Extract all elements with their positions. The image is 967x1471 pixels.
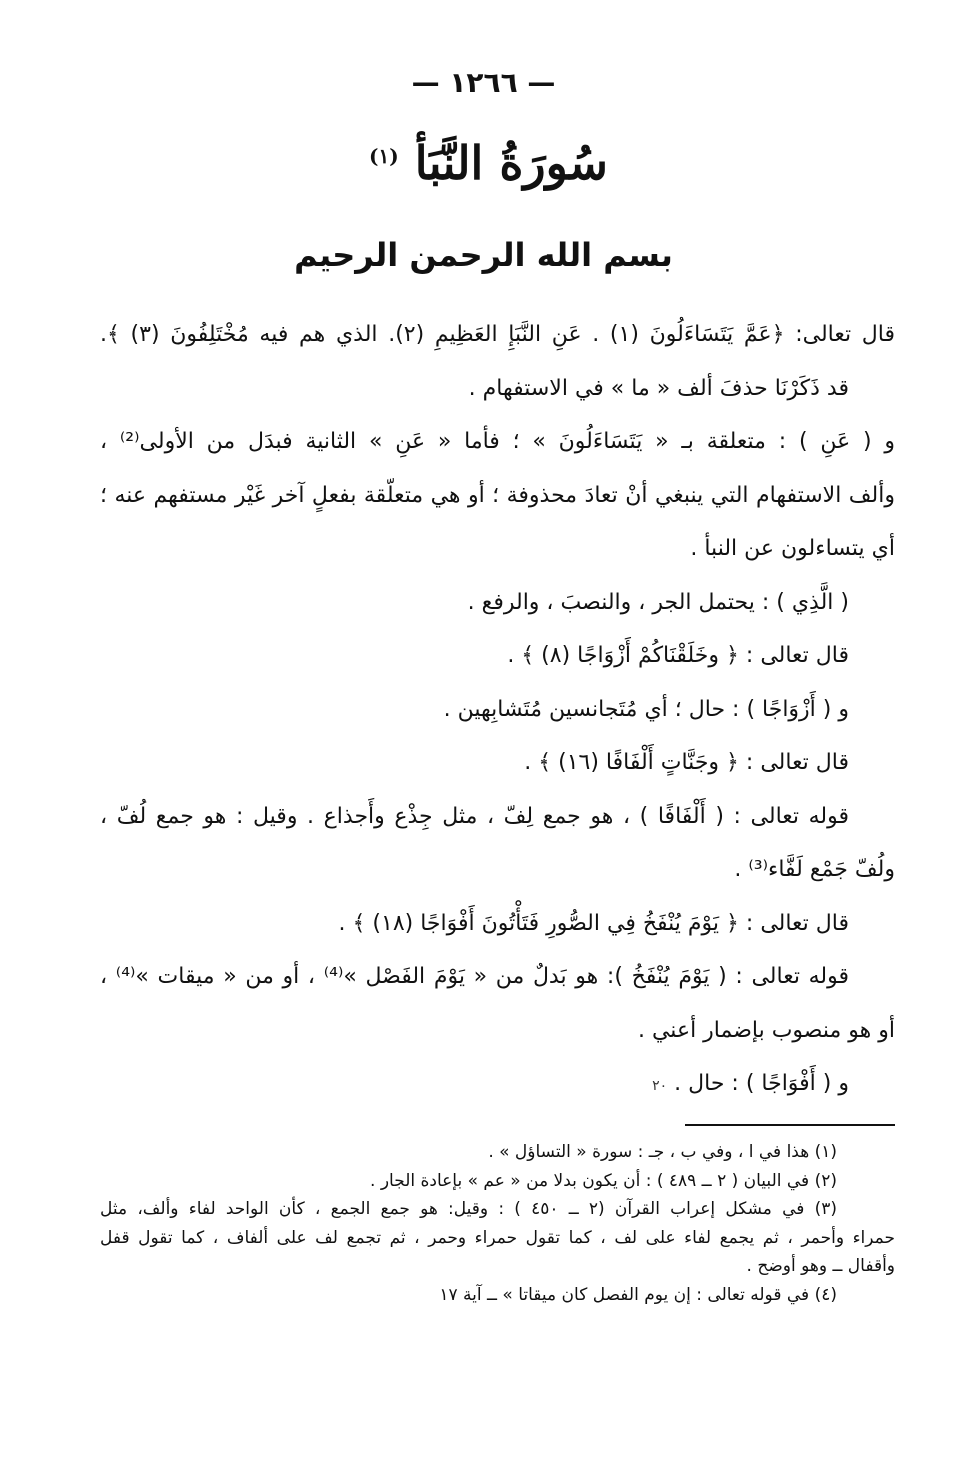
text-line: قال تعالى : ﴿ وجَنَّاتٍ أَلْفَافًا (١٦) ﴾ . — [524, 750, 849, 775]
footnote-line: وأقفال ــ وهو أوضح . — [746, 1256, 895, 1276]
text-line-with-note — [100, 1057, 895, 1111]
footnotes — [100, 1138, 895, 1309]
marginal-note: ٢٠ — [652, 1078, 668, 1094]
text-line: قال تعالى : ﴿ يَوْمَ يُنْفَخُ فِي الصُّورِ فَتَأْتُونَ أَفْوَاجًا (١٨) ﴾ . — [338, 910, 849, 936]
text-line: قال تعالى : ﴿ وخَلَقْنَاكُمْ أَزْوَاجًا (٨) ﴾ . — [507, 643, 849, 668]
footnote-line: (٣) في مشكل إعراب القرآن (٢ ــ ٤٥٠ ) : وقيل: هو جمع الجمع ، كأن الواحد لفاء وألف، مثل — [100, 1199, 837, 1219]
footnote-line: (١) هذا في ا ، وفي ب ، جـ : سورة « التساؤل » . — [488, 1142, 837, 1162]
basmala: بسم الله الرحمن الرحيم — [294, 236, 673, 274]
text-line: و ( أَزْوَاجًا ) : حال ؛ أي مُتَجانسين مُتَشابِهين . — [443, 696, 849, 722]
footnote-divider — [685, 1124, 895, 1126]
text-line: قوله تعالى : ( أَلْفَافًا ) ، هو جمع لِفّ ، مثل جِذْع وأَجذاع . وقيل : هو جمع لُفّ ، — [100, 803, 849, 829]
surah-title — [0, 136, 967, 190]
text-line: ( الَّذِي ) : يحتمل الجر ، والنصبَ ، والرفع . — [467, 589, 849, 615]
text-line: قوله تعالى : ( يَوْمَ يُنْفَخُ ): هو بَدلٌ من « يَوْمَ الفَصْل »⁽⁴⁾ ، أو من « ميقات »⁽⁴⁾ ، — [100, 964, 849, 989]
text-line: أو هو منصوب بإضمار أعني . — [637, 1017, 895, 1043]
footnote-line: (٢) في البيان ( ٢ ــ ٤٨٩ ) : أن يكون بدلا من « عم » بإعادة الجار . — [370, 1170, 837, 1191]
main-text — [100, 308, 895, 1111]
footnote-line: (٤) في قوله تعالى : إن يوم الفصل كان ميقاتا » ــ آية ١٧ — [439, 1284, 837, 1305]
surah-title-text: سُورَةُ النَّبَأ — [414, 136, 608, 190]
text-line: قال تعالى: ﴿عَمَّ يَتَسَاءَلُونَ (١) . عَنِ النَّبَإِ العَظِيمِ (٢). الذي هم فيه مُخْتَلِفُونَ (٣) ﴾. — [100, 322, 895, 347]
text-line-content: و ( أَفْوَاجًا ) : حال . — [674, 1071, 849, 1096]
surah-title-footnote-mark: (١) — [369, 143, 399, 168]
text-line: ولُفّ جَمْع لَفَّاء⁽³⁾ . — [734, 857, 895, 882]
footnote-line: حمراء وأحمر ، ثم يجمع لفاء على لف ، كما تقول حمراء وحمر ، ثم تجمع لف على ألفاف ، كما تقول قفل — [100, 1227, 895, 1248]
text-line: و ( عَنِ ) : متعلقة بـ « يَتَسَاءَلُونَ » ؛ فأما « عَنِ » الثانية فبدَل من الأولى⁽²⁾ ، — [100, 429, 895, 454]
page-number: — ١٢٦٦ — — [411, 66, 556, 99]
text-line: قد ذَكَرْنَا حذفَ ألف « ما » في الاستفهام . — [468, 375, 849, 401]
text-line: وألف الاستفهام التي ينبغي أنْ تعادَ محذوفة ؛ أو هي متعلّقة بفعلٍ آخر غَيْر مستفهم عنه ؛ — [100, 482, 895, 508]
text-line: أي يتساءلون عن النبأ . — [690, 536, 895, 561]
